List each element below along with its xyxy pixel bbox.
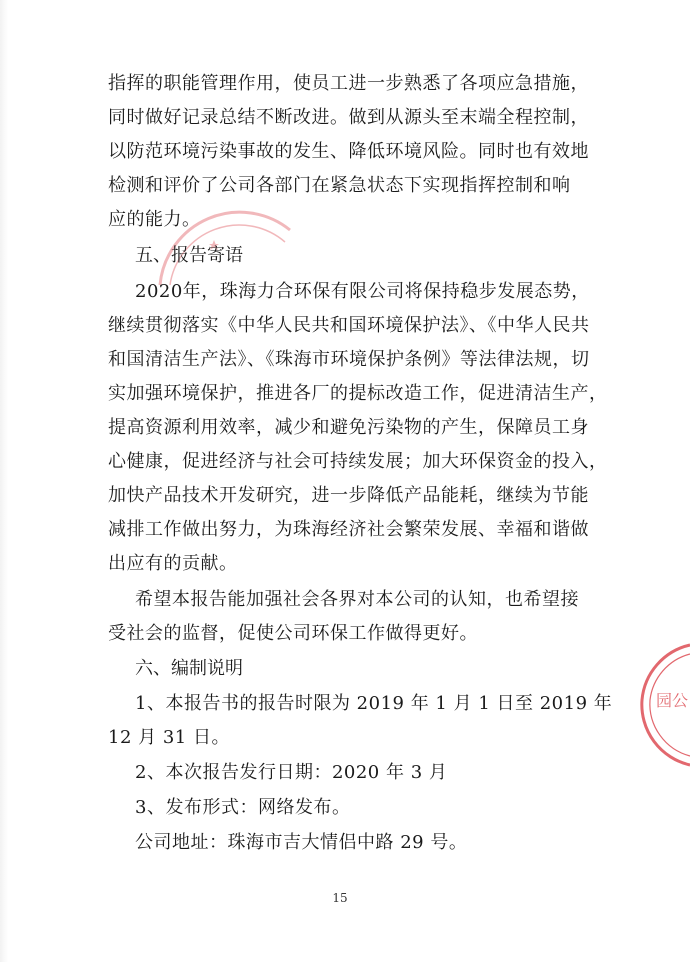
hope-paragraph [108,586,588,648]
paragraph-line: 应的能力。 [108,209,201,230]
stamp-fragment-text: 园公 [656,691,689,710]
paragraph-line: 希望本报告能加强社会各界对本公司的认知，也希望接 [135,589,579,610]
paragraph-line: 实加强环境保护，推进各厂的提标改造工作，促进清洁生产， [108,383,608,404]
scan-edge [0,0,8,962]
section-heading-5: 五、报告寄语 [135,245,243,266]
paragraph-line: 2020年，珠海力合环保有限公司将保持稳步发展态势， [135,281,590,302]
note-item-1-cont: 12 月 31 日。 [108,727,230,748]
body-text [108,70,613,857]
note-item-1: 1、本报告书的报告时限为 2019 年 1 月 1 日至 2019 年 [135,693,613,714]
red-seal-partial [630,640,690,770]
paragraph-line: 加快产品技术开发研究，进一步降低产品能耗，继续为节能 [108,485,589,506]
paragraph-line: 和国清洁生产法》、《珠海市环境保护条例》等法律法规，切 [108,349,590,370]
page-number: 15 [332,891,348,905]
note-item-2: 2、本次报告发行日期：2020 年 3 月 [135,762,448,783]
paragraph-line: 出应有的贡献。 [108,553,238,574]
note-item-3: 3、发布形式：网络发布。 [135,797,351,818]
paragraph-line: 提高资源利用效率，减少和避免污染物的产生，保障员工身 [108,417,589,438]
paragraph-line: 检测和评价了公司各部门在紧急状态下实现指挥控制和响 [108,175,571,196]
paragraph-line: 指挥的职能管理作用，使员工进一步熟悉了各项应急措施， [108,73,589,94]
paragraph-line: 减排工作做出努力，为珠海经济社会繁荣发展、幸福和谐做 [108,519,589,540]
paragraph-line: 继续贯彻落实《中华人民共和国环境保护法》、《中华人民共 [108,315,590,336]
paragraph-line: 心健康，促进经济与社会可持续发展；加大环保资金的投入， [108,451,608,472]
paragraph-line: 受社会的监督，促使公司环保工作做得更好。 [108,623,478,644]
section-heading-6: 六、编制说明 [135,658,243,679]
section-4-continuation [108,70,588,234]
paragraph-line: 同时做好记录总结不断改进。做到从源头至末端全程控制， [108,107,589,128]
section-5-paragraph [108,278,608,578]
compilation-notes [108,690,613,857]
company-address: 公司地址：珠海市吉大情侣中路 29 号。 [135,832,468,853]
paragraph-line: 以防范环境污染事故的发生、降低环境风险。同时也有效地 [108,141,589,162]
